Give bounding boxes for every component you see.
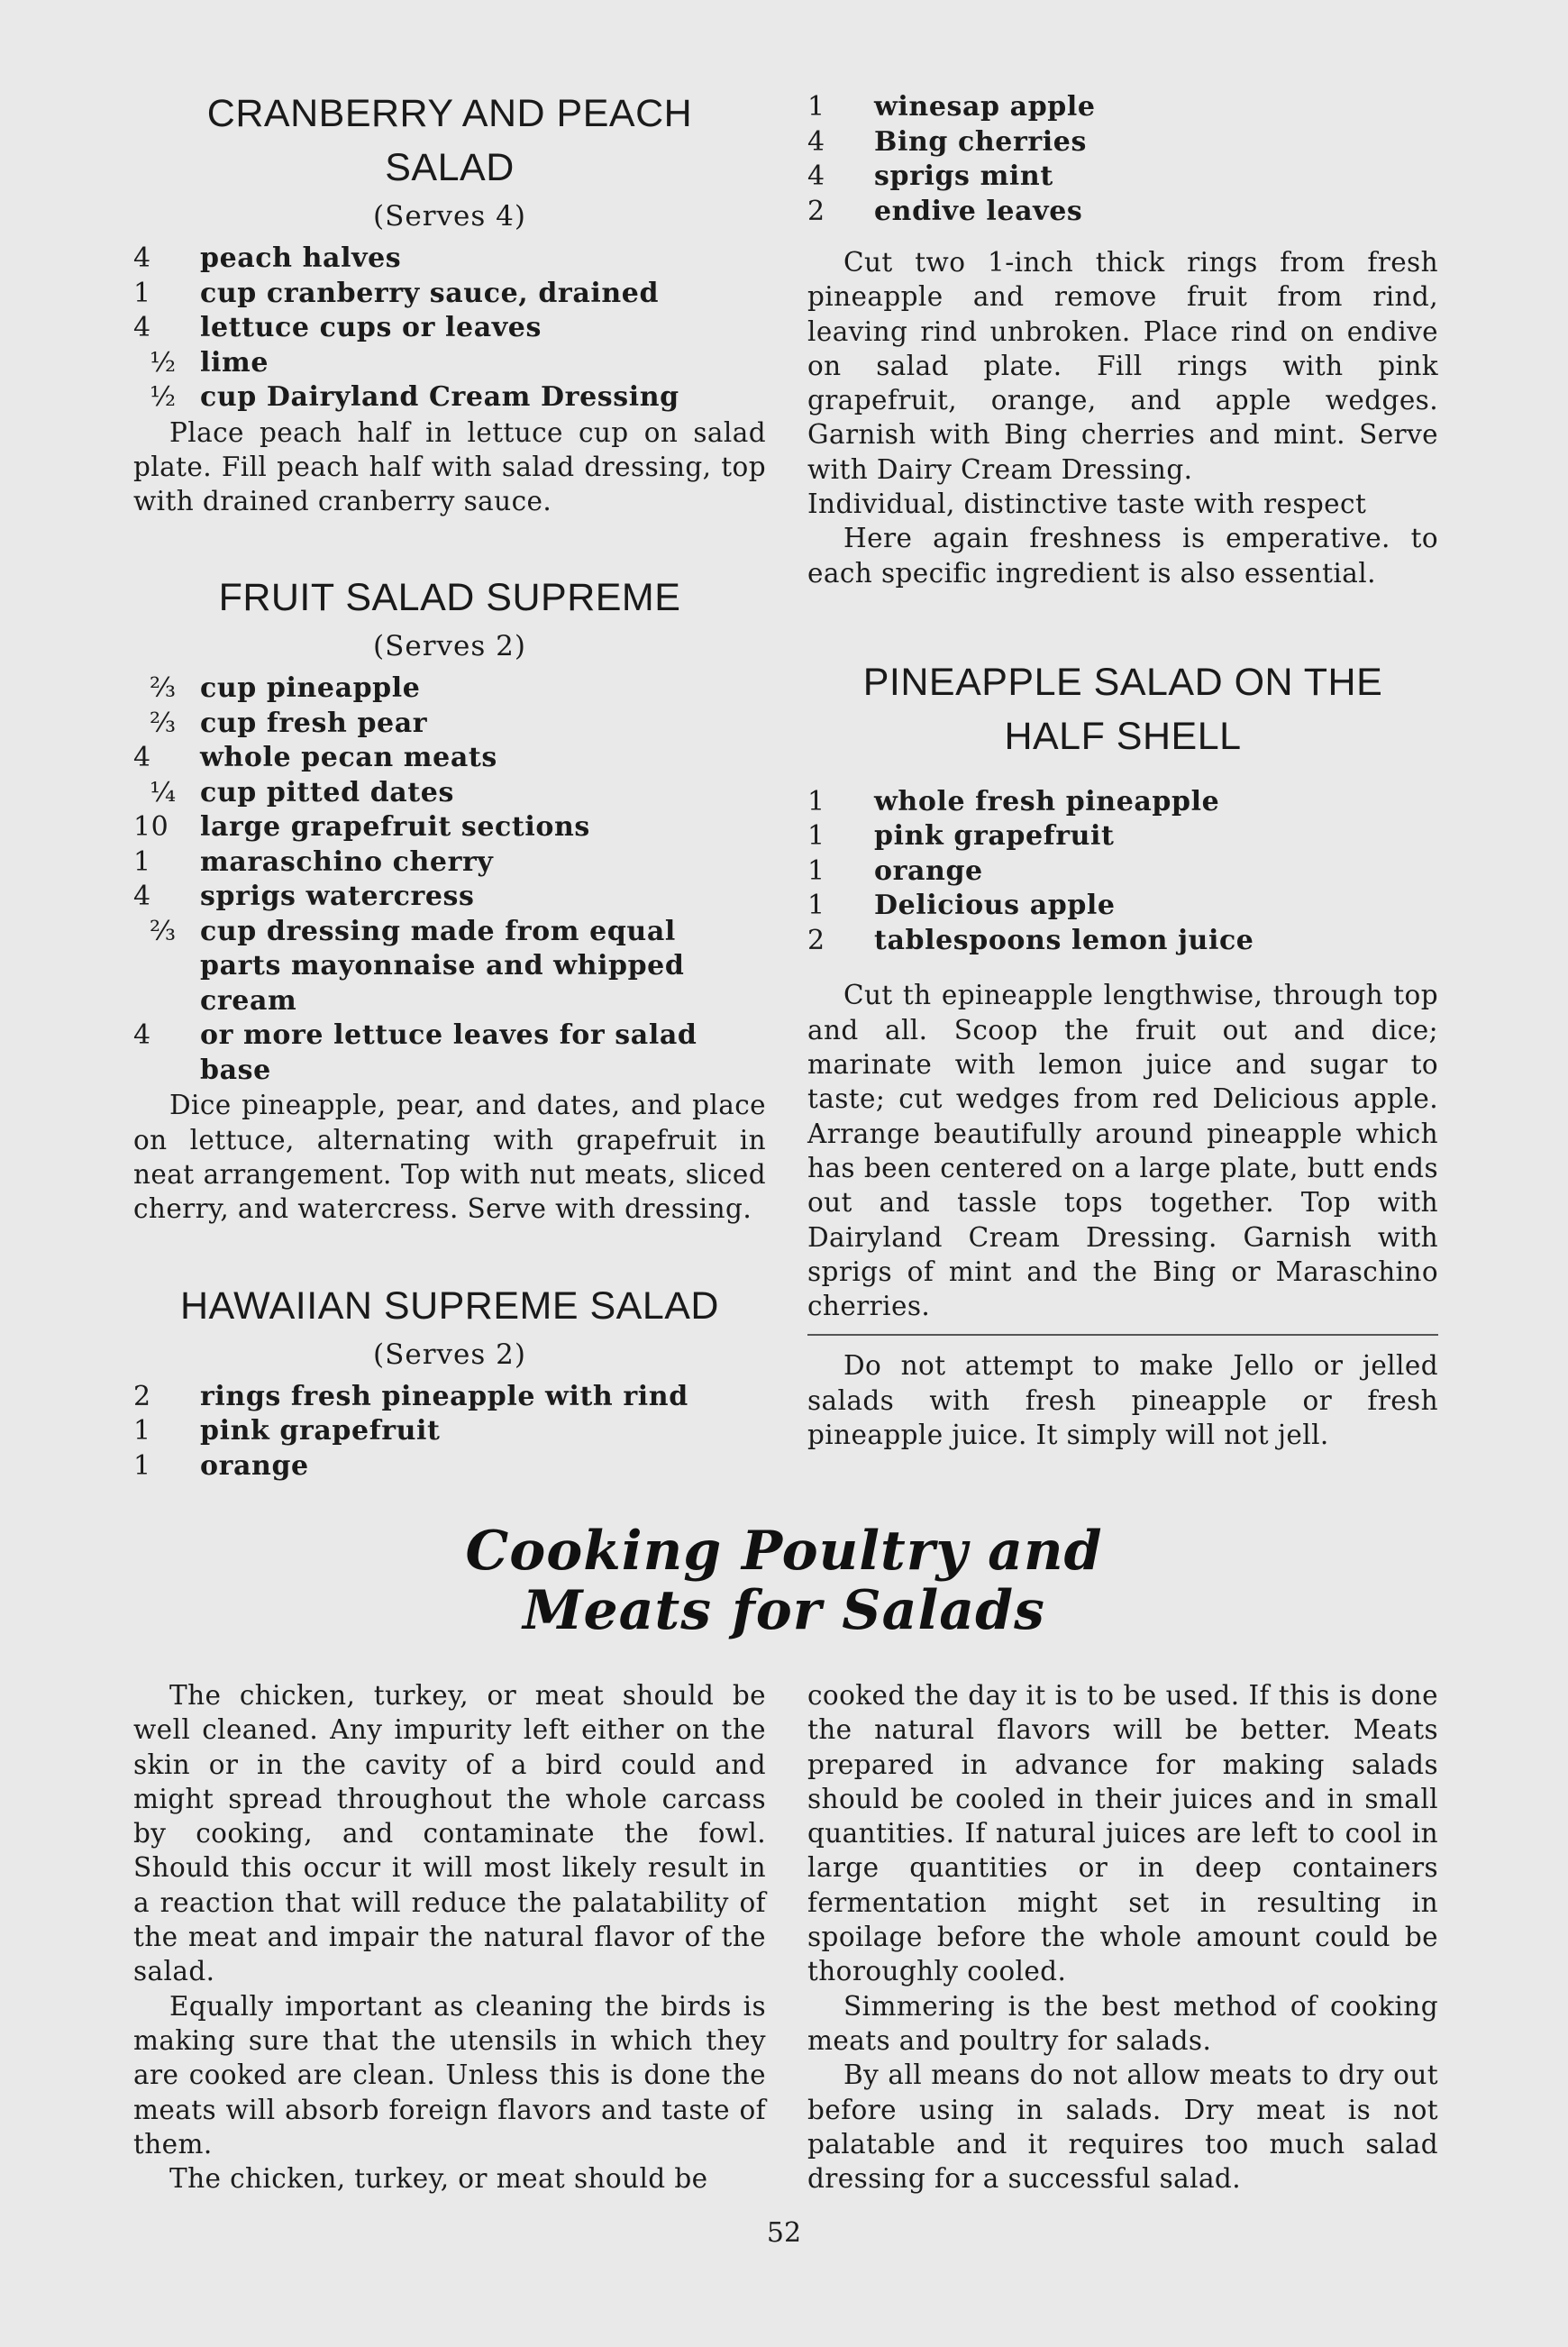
ingredient: ⅔ cup dressing made from equal parts mayonnaise and whipped cream bbox=[150, 915, 685, 1017]
ingredient: 1 pink grapefruit bbox=[807, 820, 1115, 853]
cranberry-title: CRANBERRY AND PEACH SALAD bbox=[206, 92, 693, 189]
page-number: 52 bbox=[766, 2217, 802, 2249]
hawaiian-title: HAWAIIAN SUPREME SALAD bbox=[180, 1283, 719, 1328]
divider bbox=[807, 1334, 1438, 1336]
hawaiian-ingredients-part2 bbox=[807, 90, 1438, 229]
hawaiian-directions: Cut two 1-inch thick rings from fresh pineapple and remove fruit from rind, leaving rind unbroken. Place rind on endive on salad plate. Fill rings with pink grapefruit, orange, and apple wedges. Garnish with Bing cherries and mint. Serve with Dairy Cream Dressing. bbox=[807, 247, 1438, 485]
ingredient: 2 rings fresh pineapple with rind bbox=[133, 1380, 688, 1412]
ingredient: 1 maraschino cherry bbox=[133, 845, 494, 878]
pineapple-ingredients bbox=[807, 785, 1438, 959]
cooking-paragraph: Equally important as cleaning the birds is making sure that the utensils in which they are cooked are clean. Unless this is done the meats will absorb foreign flavors and taste of them. bbox=[133, 1990, 766, 2160]
cranberry-ingredients bbox=[133, 242, 766, 416]
pineapple-directions: Cut th epineapple lengthwise, through top and all. Scoop the fruit out and dice; marinate with lemon juice and sugar to taste; cut wedges from red Delicious apple. Arrange beautifully around pineapple which has been centered on a large plate, butt ends out and tassle tops together. Top with Dairyland Cream Dressing. Garnish with sprigs of mint and the Bing or Maraschino cherries. bbox=[807, 980, 1438, 1322]
cooking-paragraph: Simmering is the best method of cooking meats and poultry for salads. bbox=[807, 1990, 1438, 2056]
ingredient: 1 pink grapefruit bbox=[133, 1415, 441, 1447]
fruit-salad-serves: (Serves 2) bbox=[373, 630, 526, 663]
cooking-right-column bbox=[807, 1678, 1438, 2196]
ingredient: ¼ cup pitted dates bbox=[150, 776, 454, 808]
hawaiian-serves: (Serves 2) bbox=[373, 1338, 526, 1371]
ingredient: 1 winesap apple bbox=[807, 91, 1096, 123]
fruit-salad-ingredients bbox=[133, 671, 766, 1088]
cooking-paragraph: The chicken, turkey, or meat should be well cleaned. Any impurity left either on the skin or in the cavity of a bird could and might spread throughout the whole carcass by cooking, and contaminate the fowl. Should this occur it will most likely result in a reaction that will reduce the palatability of the meat and impair the natural flavor of the salad. bbox=[133, 1680, 766, 1987]
ingredient: 4 lettuce cups or leaves bbox=[133, 312, 542, 343]
fruit-salad-directions: Dice pineapple, pear, and dates, and place on lettuce, alternating with grapefruit in neat arrangement. Top with nut meats, sliced cherry, and watercress. Serve with dressing. bbox=[133, 1090, 766, 1225]
ingredient: 4 sprigs watercress bbox=[133, 881, 475, 913]
ingredient: 1 whole fresh pineapple bbox=[807, 785, 1220, 817]
fruit-salad-title: FRUIT SALAD SUPREME bbox=[218, 576, 681, 620]
pineapple-tip: Do not attempt to make Jello or jelled salads with fresh pineapple or fresh pineapple juice. It simply will not jell. bbox=[807, 1350, 1438, 1451]
ingredient: 1 orange bbox=[133, 1449, 309, 1482]
ingredient: 4 peach halves bbox=[133, 242, 402, 274]
ingredient: 1 Delicious apple bbox=[807, 890, 1116, 922]
ingredient: 1 cup cranberry sauce, drained bbox=[133, 277, 660, 309]
ingredient: 4 whole pecan meats bbox=[133, 742, 497, 774]
cooking-banner bbox=[0, 1521, 1568, 1640]
ingredient: ⅔ cup pineapple bbox=[150, 672, 421, 705]
cooking-paragraph: By all means do not allow meats to dry out before using in salads. Dry meat is not palatable and it requires too much salad dressing for a successful salad. bbox=[807, 2059, 1438, 2195]
ingredient: ½ cup Dairyland Cream Dressing bbox=[150, 381, 679, 413]
pineapple-title: PINEAPPLE SALAD ON THE HALF SHELL bbox=[862, 660, 1383, 758]
ingredient: ½ lime bbox=[150, 346, 269, 379]
cooking-paragraph: cooked the day it is to be used. If this is done the natural flavors will be better. Meats prepared in advance for making salads should be cooled in their juices and in small quantities. If natural juices are left to cool in large quantities or in deep containers fermentation might set in resulting in spoilage before the whole amount could be thoroughly cooled. bbox=[807, 1680, 1438, 1987]
ingredient: 4 Bing cherries bbox=[807, 125, 1087, 158]
cranberry-serves: (Serves 4) bbox=[373, 200, 526, 233]
ingredient: 4 or more lettuce leaves for salad base bbox=[133, 1019, 697, 1086]
banner-line-1: Cooking Poultry and bbox=[465, 1520, 1103, 1583]
ingredient: 2 tablespoons lemon juice bbox=[807, 924, 1254, 956]
hawaiian-ingredients-part1 bbox=[133, 1380, 766, 1484]
ingredient: 1 orange bbox=[807, 854, 983, 887]
ingredient: 4 sprigs mint bbox=[807, 160, 1053, 192]
banner-line-2: Meats for Salads bbox=[523, 1579, 1045, 1642]
cranberry-directions: Place peach half in lettuce cup on salad plate. Fill peach half with salad dressing, top with drained cranberry sauce. bbox=[133, 416, 766, 517]
hawaiian-note-line: Individual, distinctive taste with respect bbox=[807, 489, 1367, 520]
ingredient: 10 large grapefruit sections bbox=[133, 811, 590, 844]
cooking-left-column bbox=[133, 1678, 766, 2196]
left-column bbox=[133, 87, 766, 1484]
ingredient: 2 endive leaves bbox=[807, 195, 1083, 227]
cooking-paragraph: The chicken, turkey, or meat should be bbox=[169, 2163, 708, 2195]
ingredient: ⅔ cup fresh pear bbox=[150, 707, 428, 739]
hawaiian-note: Here again freshness is emperative. to each specific ingredient is also essential. bbox=[807, 523, 1438, 589]
right-column bbox=[807, 90, 1438, 1452]
